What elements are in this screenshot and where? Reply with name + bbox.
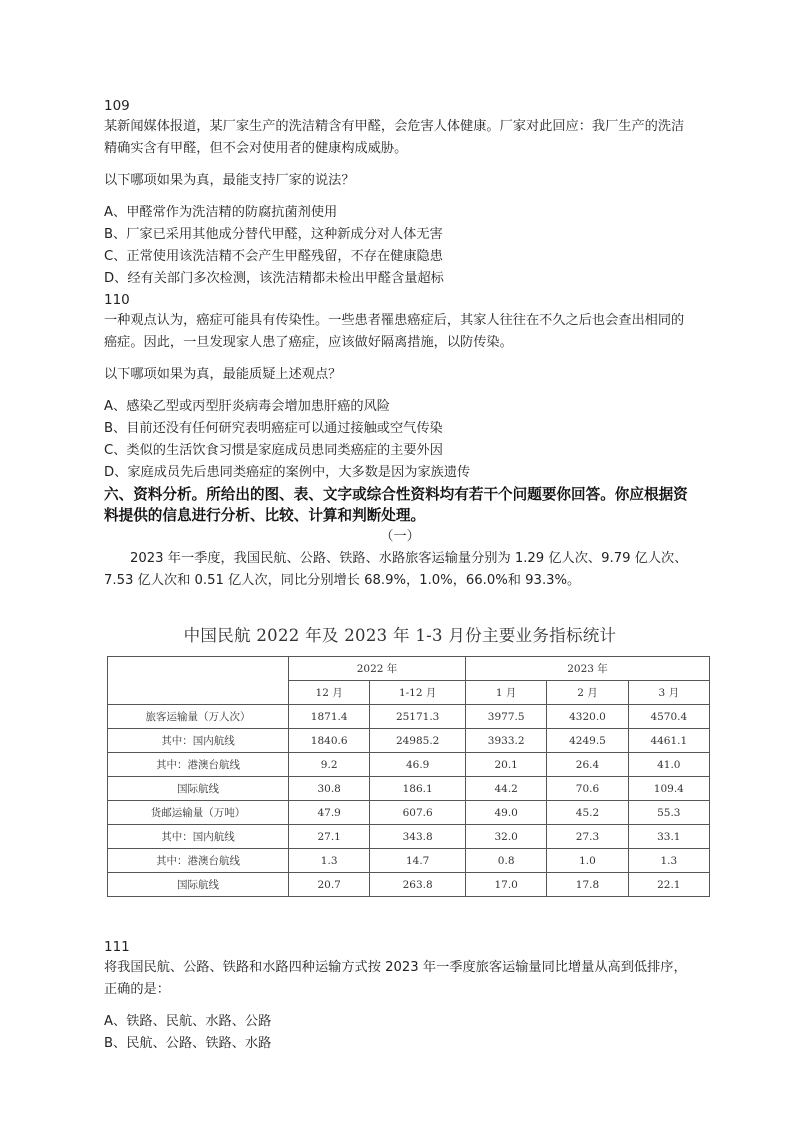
table-cell: 343.8 [370,825,466,849]
option-c: C、类似的生活饮食习惯是家庭成员患同类癌症的主要外因 [104,443,443,458]
table-cell: 0.8 [466,849,547,873]
table-cell: 1871.4 [289,705,370,729]
row-label: 其中：国内航线 [108,825,289,849]
table-cell: 186.1 [370,777,466,801]
table-cell: 44.2 [466,777,547,801]
month-header: 2 月 [547,681,628,705]
table-cell: 45.2 [547,801,628,825]
table-row [108,849,710,873]
table-cell: 70.6 [547,777,628,801]
table-cell: 46.9 [370,753,466,777]
month-header: 12 月 [289,681,370,705]
table-cell: 25171.3 [370,705,466,729]
table-cell: 30.8 [289,777,370,801]
table-title: 中国民航 2022 年及 2023 年 1-3 月份主要业务指标统计 [183,626,617,645]
option-c: C、正常使用该洗洁精不会产生甲醛残留，不存在健康隐患 [104,249,443,264]
table-cell: 17.0 [466,873,547,897]
table-cell: 4320.0 [547,705,628,729]
table-row [108,753,710,777]
table-cell: 20.1 [466,753,547,777]
table-cell: 32.0 [466,825,547,849]
table-cell: 24985.2 [370,729,466,753]
table-cell: 49.0 [466,801,547,825]
table-cell: 607.6 [370,801,466,825]
table-cell: 4461.1 [628,729,709,753]
table-row [108,777,710,801]
table-cell: 1840.6 [289,729,370,753]
year-header: 2023 年 [466,657,710,681]
table-cell: 41.0 [628,753,709,777]
table-row [108,801,710,825]
month-header: 1-12 月 [370,681,466,705]
year-header: 2022 年 [289,657,466,681]
table-row [108,705,710,729]
table-cell: 1.3 [289,849,370,873]
section-part: （一） [380,529,420,544]
table-cell: 14.7 [370,849,466,873]
table-header-empty [108,657,289,705]
question-prompt: 以下哪项如果为真，最能支持厂家的说法？ [104,173,355,188]
option-a: A、甲醛常作为洗洁精的防腐抗菌剂使用 [104,205,338,220]
table-cell: 263.8 [370,873,466,897]
table-cell: 4249.5 [547,729,628,753]
table-cell: 27.3 [547,825,628,849]
table-cell: 3933.2 [466,729,547,753]
month-header: 3 月 [628,681,709,705]
table-cell: 20.7 [289,873,370,897]
table-cell: 33.1 [628,825,709,849]
row-label: 旅客运输量（万人次） [108,705,289,729]
question-text: 某新闻媒体报道，某厂家生产的洗洁精含有甲醛，会危害人体健康。厂家对此回应：我厂生产的洗洁精确实含有甲醛，但不会对使用者的健康构成威胁。 [104,119,685,156]
table-cell: 55.3 [628,801,709,825]
option-d: D、经有关部门多次检测，该洗洁精都未检出甲醛含量超标 [104,271,444,286]
table-cell: 17.8 [547,873,628,897]
row-label: 其中：港澳台航线 [108,753,289,777]
table-cell: 22.1 [628,873,709,897]
row-label: 其中：港澳台航线 [108,849,289,873]
month-header: 1 月 [466,681,547,705]
option-a: A、感染乙型或丙型肝炎病毒会增加患肝癌的风险 [104,399,390,414]
table-cell: 109.4 [628,777,709,801]
option-b: B、民航、公路、铁路、水路 [104,1036,272,1051]
table-cell: 1.3 [628,849,709,873]
statistics-table [107,656,710,897]
table-cell: 3977.5 [466,705,547,729]
section-heading: 六、资料分析。所给出的图、表、文字或综合性资料均有若干个问题要你回答。你应根据资料提供的信息进行分析、比较、计算和判断处理。 [104,486,688,524]
option-b: B、目前还没有任何研究表明癌症可以通过接触或空气传染 [104,421,443,436]
question-text: 一种观点认为，癌症可能具有传染性。一些患者罹患癌症后，其家人往往在不久之后也会查出相同的癌症。因此，一旦发现家人患了癌症，应该做好隔离措施，以防传染。 [104,313,685,350]
option-d: D、家庭成员先后患同类癌症的案例中，大多数是因为家族遗传 [104,465,471,480]
option-a: A、铁路、民航、水路、公路 [104,1014,272,1029]
table-cell: 9.2 [289,753,370,777]
row-label: 国际航线 [108,777,289,801]
question-text: 将我国民航、公路、铁路和水路四种运输方式按 2023 年一季度旅客运输量同比增量从高到低排序，正确的是： [104,960,687,997]
document-page [104,96,696,1055]
table-cell: 26.4 [547,753,628,777]
table-cell: 1.0 [547,849,628,873]
row-label: 国际航线 [108,873,289,897]
question-prompt: 以下哪项如果为真，最能质疑上述观点？ [104,367,342,382]
question-number: 111 [104,939,130,955]
row-label: 货邮运输量（万吨） [108,801,289,825]
table-row [108,729,710,753]
table-cell: 27.1 [289,825,370,849]
table-row [108,825,710,849]
option-b: B、厂家已采用其他成分替代甲醛，这种新成分对人体无害 [104,227,443,242]
table-row [108,873,710,897]
question-number: 110 [104,292,130,308]
table-cell: 4570.4 [628,705,709,729]
section-intro: 2023 年一季度，我国民航、公路、铁路、水路旅客运输量分别为 1.29 亿人次、9.79 亿人次、7.53 亿人次和 0.51 亿人次，同比分别增长 68.9%，1.0%，66.0%和 93.3%。 [104,551,688,588]
table-cell: 47.9 [289,801,370,825]
question-number: 109 [104,98,130,114]
table-header-row [108,657,710,681]
row-label: 其中：国内航线 [108,729,289,753]
